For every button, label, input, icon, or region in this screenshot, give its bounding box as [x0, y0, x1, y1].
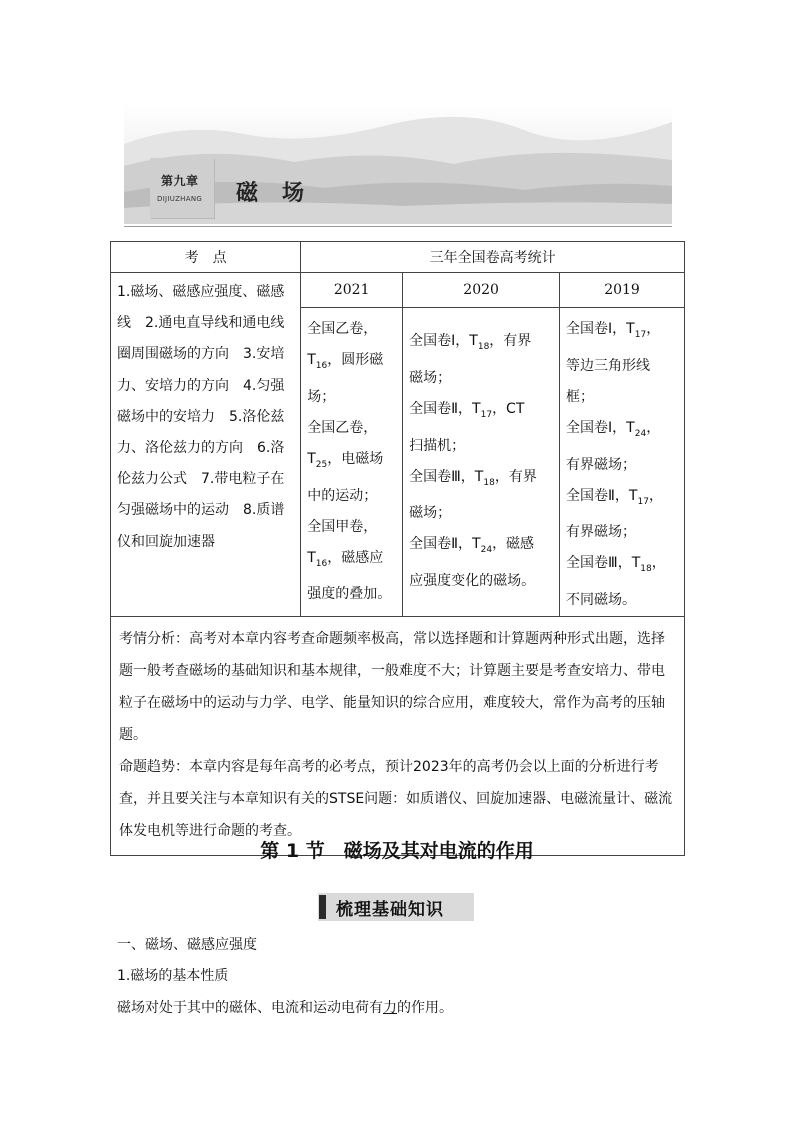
year-2019: 2019 — [560, 273, 685, 308]
analysis-cell — [111, 617, 685, 856]
table-year-row — [111, 273, 685, 308]
chapter-pinyin: DIJIUZHANG — [157, 195, 203, 203]
entries-2019: 全国卷Ⅰ，$T_{17}$， 等边三角形线 框； 全国卷Ⅰ，$T_{24}$， 有界磁场； 全国卷Ⅱ，$T_{17}$， 有界磁场； 全国卷Ⅲ，$T_{18}$， 不同磁场。 — [560, 308, 685, 617]
col-header-statistics: 三年全国卷高考统计 — [301, 242, 685, 273]
entries-2021: 全国乙卷， $T_{16}$，圆形磁 场； 全国乙卷， $T_{25}$，电磁场 中的运动； 全国甲卷， $T_{16}$，磁感应 强度的叠加。 — [301, 308, 403, 617]
banner-divider — [124, 226, 672, 227]
exam-statistics-table — [110, 241, 685, 856]
entries-2020: 全国卷Ⅰ，$T_{18}$，有界 磁场； 全国卷Ⅱ，$T_{17}$，CT 扫描机； 全国卷Ⅲ，$T_{18}$，有界 磁场； 全国卷Ⅱ，$T_{24}$，磁感 应强度变化的磁场。 — [403, 308, 560, 617]
key-points-cell: 1.磁场、磁感应强度、磁感线 2.通电直导线和通电线圈周围磁场的方向 3.安培力、安培力的方向 4.匀强磁场中的安培力 5.洛伦兹力、洛伦兹力的方向 6.洛伦兹力公式 7.带电粒子在匀强磁场中的运动 8.质谱仪和回旋加速器 — [111, 273, 301, 617]
table-analysis-row — [111, 617, 685, 856]
badge-bar-icon — [319, 895, 326, 919]
col-header-keypoints: 考 点 — [111, 242, 301, 273]
chapter-title: 磁场 — [236, 181, 329, 206]
blank-answer: 力 — [383, 1000, 397, 1016]
trend-paragraph: 命题趋势：本章内容是每年高考的必考点，预计2023年的高考仍会以上面的分析进行考查，并且要关注与本章知识有关的STSE问题：如质谱仪、回旋加速器、电磁流量计、磁流体发电机等进行命题的考查。 — [119, 759, 673, 840]
badge-label: 梳理基础知识 — [336, 900, 444, 920]
year-2021: 2021 — [301, 273, 403, 308]
year-2020: 2020 — [403, 273, 560, 308]
table-header-row — [111, 242, 685, 273]
sentence-start: 磁场对处于其中的磁体、电流和运动电荷有 — [117, 1000, 383, 1016]
property-sentence — [117, 997, 453, 1017]
chapter-number: 第九章 — [161, 174, 199, 188]
heading-magnetic-field: 一、磁场、磁感应强度 — [117, 937, 257, 953]
section-title: 第 1 节 磁场及其对电流的作用 — [260, 840, 534, 862]
subheading-basic-property: 1.磁场的基本性质 — [117, 968, 229, 984]
sentence-end: 的作用。 — [397, 1000, 453, 1016]
analysis-paragraph: 考情分析：高考对本章内容考查命题频率极高，常以选择题和计算题两种形式出题，选择题一般考查磁场的基础知识和基本规律，一般难度不大；计算题主要是考查安培力、带电粒子在磁场中的运动与力学、电学、能量知识的综合应用，难度较大，常作为高考的压轴题。 — [119, 631, 665, 744]
